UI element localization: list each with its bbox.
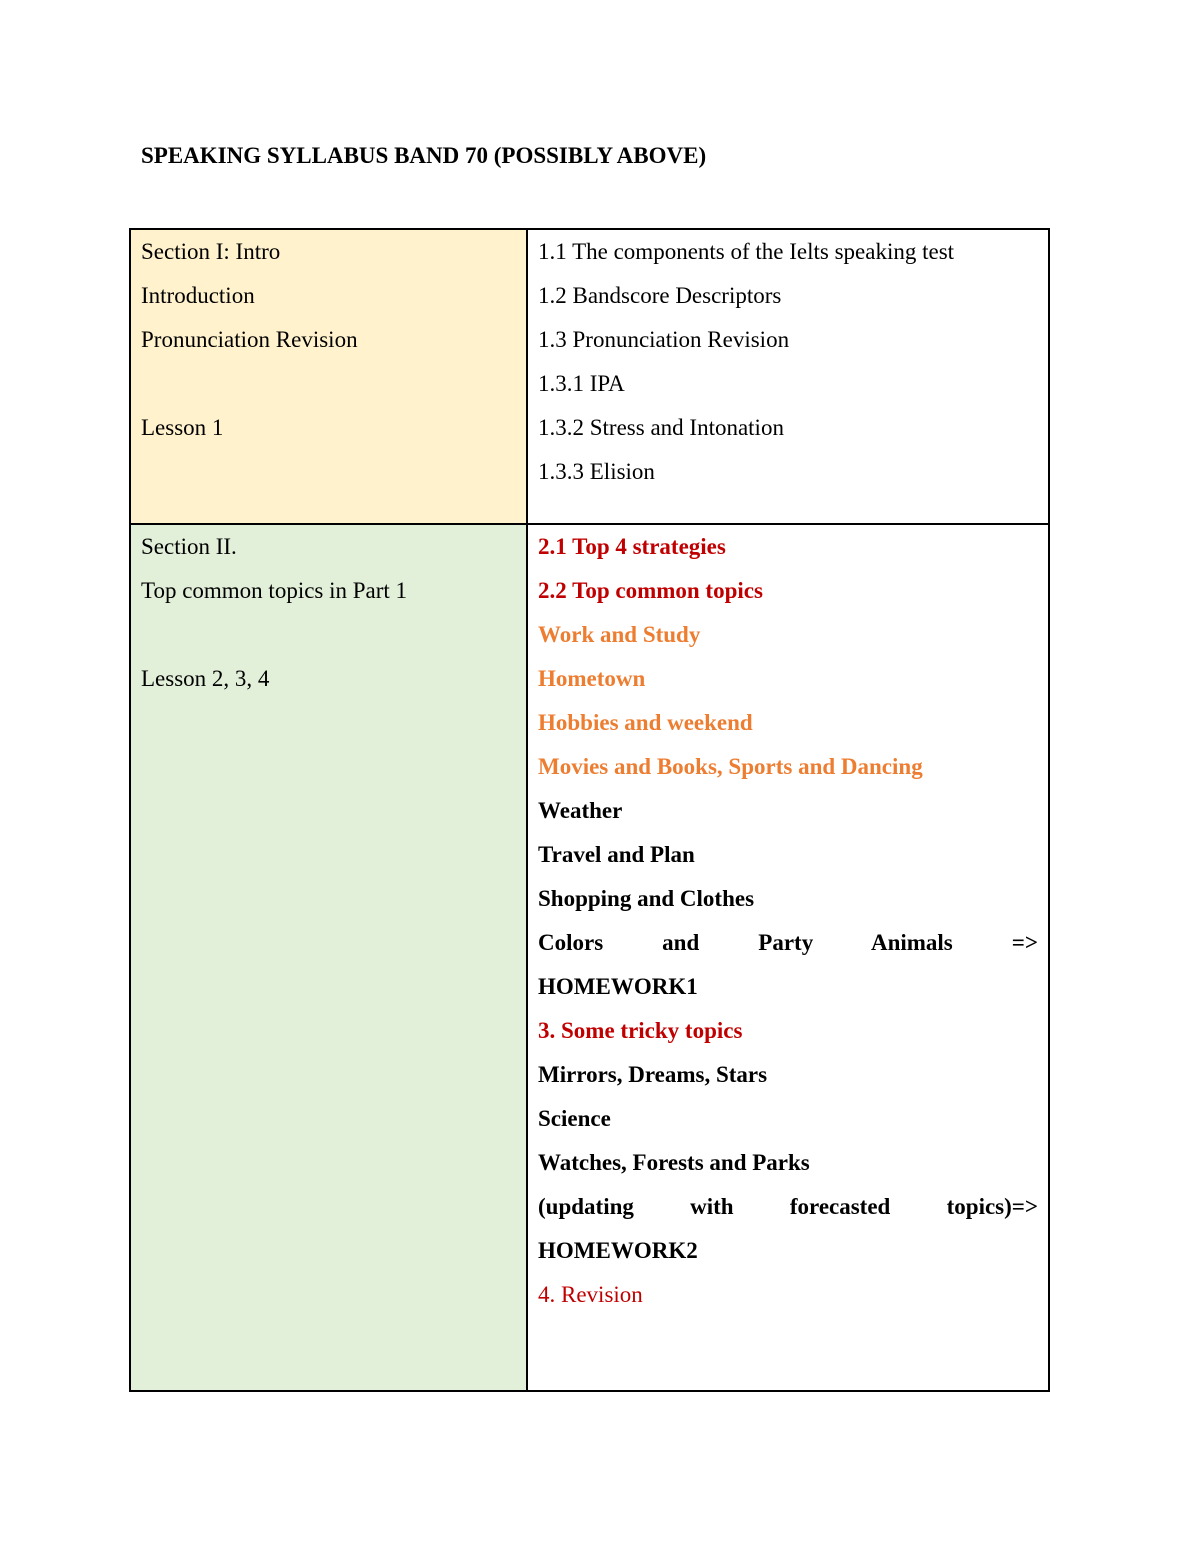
homework-1: HOMEWORK1 xyxy=(538,974,698,999)
item-4: 4. Revision xyxy=(538,1282,643,1307)
topic-hometown: Hometown xyxy=(538,666,646,691)
item-3: 3. Some tricky topics xyxy=(538,1018,743,1043)
topic-movies: Movies and Books, Sports and Dancing xyxy=(538,754,923,779)
updating-line: (updating with forecasted topics)=> xyxy=(538,1194,1038,1219)
item-1-1: 1.1 The components of the Ielts speaking test xyxy=(538,239,955,264)
topic-colors-line: Colors and Party Animals => xyxy=(538,930,1038,955)
section-2-row xyxy=(130,524,1049,1391)
topic-work-study: Work and Study xyxy=(538,622,701,647)
spacer xyxy=(141,613,516,657)
section-1-heading: Section I: Intro xyxy=(141,239,281,264)
item-1-3-2: 1.3.2 Stress and Intonation xyxy=(538,415,784,440)
item-1-2: 1.2 Bandscore Descriptors xyxy=(538,283,782,308)
section-1-left-cell xyxy=(130,229,527,524)
document-title: SPEAKING SYLLABUS BAND 70 (POSSIBLY ABOVE) xyxy=(141,143,707,168)
topic-travel: Travel and Plan xyxy=(538,842,695,867)
topic-weather: Weather xyxy=(538,798,623,823)
item-1-3-3: 1.3.3 Elision xyxy=(538,459,655,484)
item-2-2: 2.2 Top common topics xyxy=(538,578,763,603)
item-1-3-1: 1.3.1 IPA xyxy=(538,371,625,396)
section-2-lessons: Lesson 2, 3, 4 xyxy=(141,666,270,691)
section-1-row xyxy=(130,229,1049,524)
syllabus-table xyxy=(129,228,1050,1392)
section-1-introduction: Introduction xyxy=(141,283,255,308)
section-2-description: Top common topics in Part 1 xyxy=(141,578,408,603)
section-2-left-cell xyxy=(130,524,527,1391)
topic-hobbies: Hobbies and weekend xyxy=(538,710,753,735)
item-1-3: 1.3 Pronunciation Revision xyxy=(538,327,790,352)
topic-mirrors: Mirrors, Dreams, Stars xyxy=(538,1062,768,1087)
section-2-heading: Section II. xyxy=(141,534,237,559)
item-2-1: 2.1 Top 4 strategies xyxy=(538,534,726,559)
section-1-lesson: Lesson 1 xyxy=(141,415,224,440)
topic-shopping: Shopping and Clothes xyxy=(538,886,755,911)
section-1-right-cell xyxy=(527,229,1049,524)
section-2-right-cell xyxy=(527,524,1049,1391)
topic-watches: Watches, Forests and Parks xyxy=(538,1150,810,1175)
spacer xyxy=(141,362,516,406)
topic-science: Science xyxy=(538,1106,611,1131)
homework-2: HOMEWORK2 xyxy=(538,1238,698,1263)
section-1-pronunciation: Pronunciation Revision xyxy=(141,327,358,352)
